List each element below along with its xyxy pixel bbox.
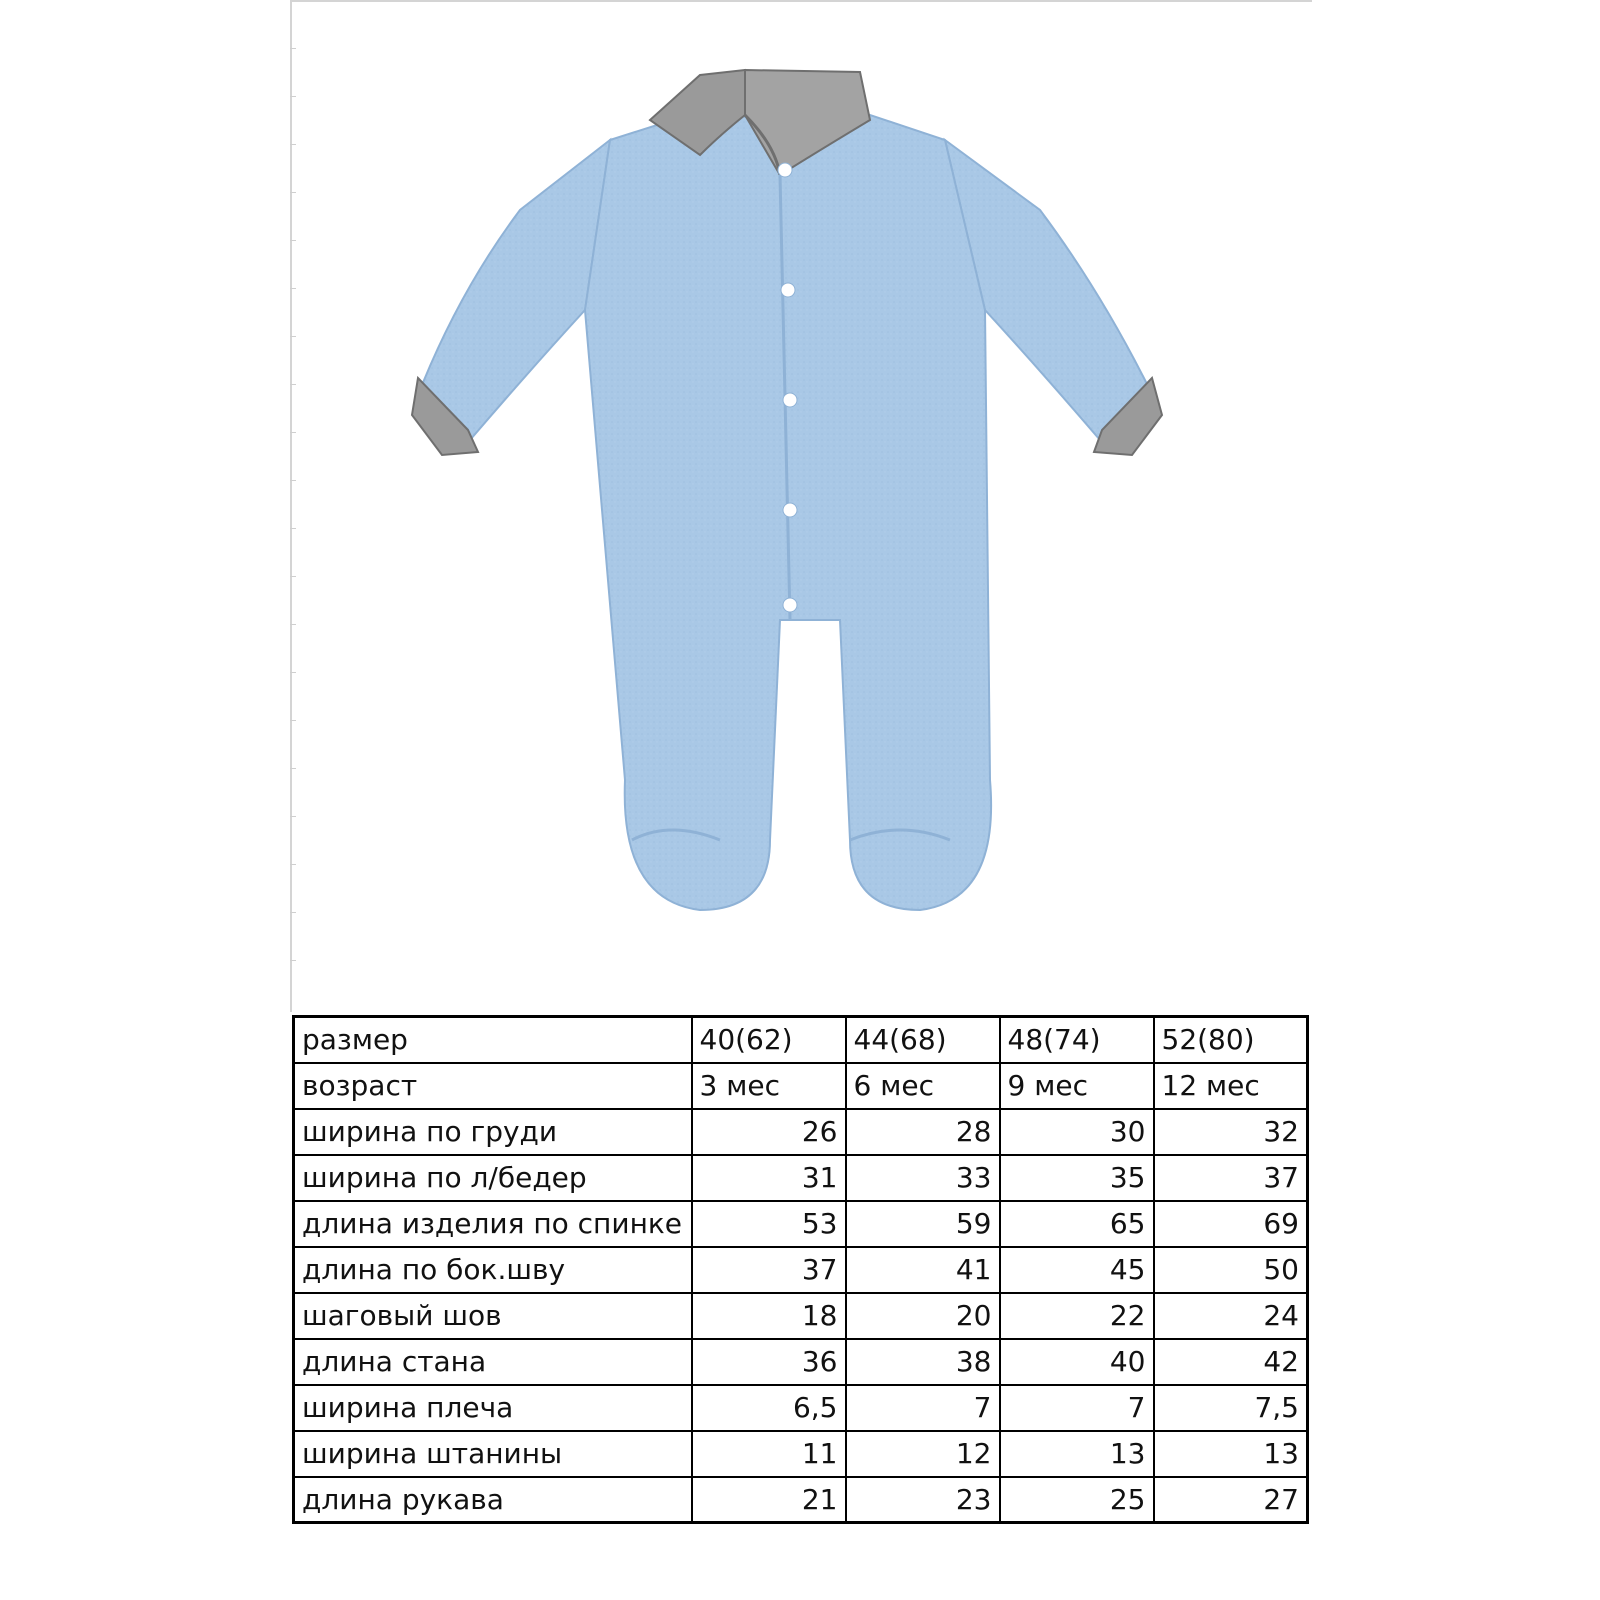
measurement-cell: 65 bbox=[1000, 1201, 1154, 1247]
row-label: размер bbox=[294, 1017, 692, 1063]
row-tick bbox=[290, 912, 296, 913]
measurement-cell: 41 bbox=[846, 1247, 1000, 1293]
row-tick bbox=[290, 240, 296, 241]
measurement-cell: 37 bbox=[692, 1247, 846, 1293]
table-row bbox=[294, 1109, 1308, 1155]
row-tick bbox=[290, 960, 296, 961]
measurement-cell: 31 bbox=[692, 1155, 846, 1201]
row-label: ширина штанины bbox=[294, 1431, 692, 1477]
row-tick bbox=[290, 96, 296, 97]
measurement-cell: 69 bbox=[1154, 1201, 1308, 1247]
measurement-cell: 26 bbox=[692, 1109, 846, 1155]
row-label: ширина плеча bbox=[294, 1385, 692, 1431]
table-row bbox=[294, 1201, 1308, 1247]
measurement-cell: 25 bbox=[1000, 1477, 1154, 1523]
row-tick bbox=[290, 864, 296, 865]
row-tick bbox=[290, 576, 296, 577]
measurement-cell: 23 bbox=[846, 1477, 1000, 1523]
row-label: ширина по груди bbox=[294, 1109, 692, 1155]
row-tick bbox=[290, 192, 296, 193]
row-tick bbox=[290, 816, 296, 817]
measurement-cell: 21 bbox=[692, 1477, 846, 1523]
measurement-cell: 53 bbox=[692, 1201, 846, 1247]
sleepsuit-illustration bbox=[400, 60, 1220, 960]
table-row-age bbox=[294, 1063, 1308, 1109]
left-sleeve bbox=[420, 140, 610, 440]
size-cell: 40(62) bbox=[692, 1017, 846, 1063]
measurement-cell: 50 bbox=[1154, 1247, 1308, 1293]
snap-button bbox=[783, 503, 797, 517]
measurement-cell: 35 bbox=[1000, 1155, 1154, 1201]
measurement-cell: 11 bbox=[692, 1431, 846, 1477]
measurement-cell: 7 bbox=[846, 1385, 1000, 1431]
measurement-cell: 12 bbox=[846, 1431, 1000, 1477]
row-label: шаговый шов bbox=[294, 1293, 692, 1339]
measurement-cell: 22 bbox=[1000, 1293, 1154, 1339]
row-tick bbox=[290, 480, 296, 481]
measurement-cell: 7 bbox=[1000, 1385, 1154, 1431]
row-tick bbox=[290, 144, 296, 145]
measurement-cell: 7,5 bbox=[1154, 1385, 1308, 1431]
measurement-cell: 28 bbox=[846, 1109, 1000, 1155]
size-cell: 52(80) bbox=[1154, 1017, 1308, 1063]
row-label: длина рукава bbox=[294, 1477, 692, 1523]
size-cell: 48(74) bbox=[1000, 1017, 1154, 1063]
row-label: возраст bbox=[294, 1063, 692, 1109]
table-row bbox=[294, 1155, 1308, 1201]
row-tick bbox=[290, 48, 296, 49]
size-chart-table bbox=[292, 1015, 1309, 1524]
measurement-cell: 36 bbox=[692, 1339, 846, 1385]
measurement-cell: 13 bbox=[1154, 1431, 1308, 1477]
row-tick bbox=[290, 384, 296, 385]
snap-button bbox=[783, 393, 797, 407]
age-cell: 12 мес bbox=[1154, 1063, 1308, 1109]
age-cell: 3 мес bbox=[692, 1063, 846, 1109]
table-row bbox=[294, 1247, 1308, 1293]
row-tick bbox=[290, 720, 296, 721]
measurement-cell: 59 bbox=[846, 1201, 1000, 1247]
row-label: длина изделия по спинке bbox=[294, 1201, 692, 1247]
measurement-cell: 40 bbox=[1000, 1339, 1154, 1385]
age-cell: 9 мес bbox=[1000, 1063, 1154, 1109]
measurement-cell: 42 bbox=[1154, 1339, 1308, 1385]
measurement-cell: 13 bbox=[1000, 1431, 1154, 1477]
size-cell: 44(68) bbox=[846, 1017, 1000, 1063]
measurement-cell: 37 bbox=[1154, 1155, 1308, 1201]
snap-button bbox=[783, 598, 797, 612]
snap-button bbox=[781, 283, 795, 297]
row-label: длина по бок.шву bbox=[294, 1247, 692, 1293]
row-tick bbox=[290, 336, 296, 337]
table-row bbox=[294, 1385, 1308, 1431]
row-tick bbox=[290, 528, 296, 529]
measurement-cell: 38 bbox=[846, 1339, 1000, 1385]
row-tick bbox=[290, 432, 296, 433]
snap-button bbox=[778, 163, 792, 177]
row-tick bbox=[290, 768, 296, 769]
table-row-size bbox=[294, 1017, 1308, 1063]
measurement-cell: 27 bbox=[1154, 1477, 1308, 1523]
measurement-cell: 30 bbox=[1000, 1109, 1154, 1155]
table-row bbox=[294, 1477, 1308, 1523]
measurement-cell: 32 bbox=[1154, 1109, 1308, 1155]
row-tick bbox=[290, 672, 296, 673]
row-label: длина стана bbox=[294, 1339, 692, 1385]
row-label: ширина по л/бедер bbox=[294, 1155, 692, 1201]
measurement-cell: 18 bbox=[692, 1293, 846, 1339]
age-cell: 6 мес bbox=[846, 1063, 1000, 1109]
measurement-cell: 6,5 bbox=[692, 1385, 846, 1431]
row-tick bbox=[290, 624, 296, 625]
measurement-cell: 24 bbox=[1154, 1293, 1308, 1339]
measurement-cell: 20 bbox=[846, 1293, 1000, 1339]
measurement-cell: 33 bbox=[846, 1155, 1000, 1201]
row-tick bbox=[290, 288, 296, 289]
measurement-cell: 45 bbox=[1000, 1247, 1154, 1293]
table-row bbox=[294, 1431, 1308, 1477]
table-row bbox=[294, 1293, 1308, 1339]
table-row bbox=[294, 1339, 1308, 1385]
